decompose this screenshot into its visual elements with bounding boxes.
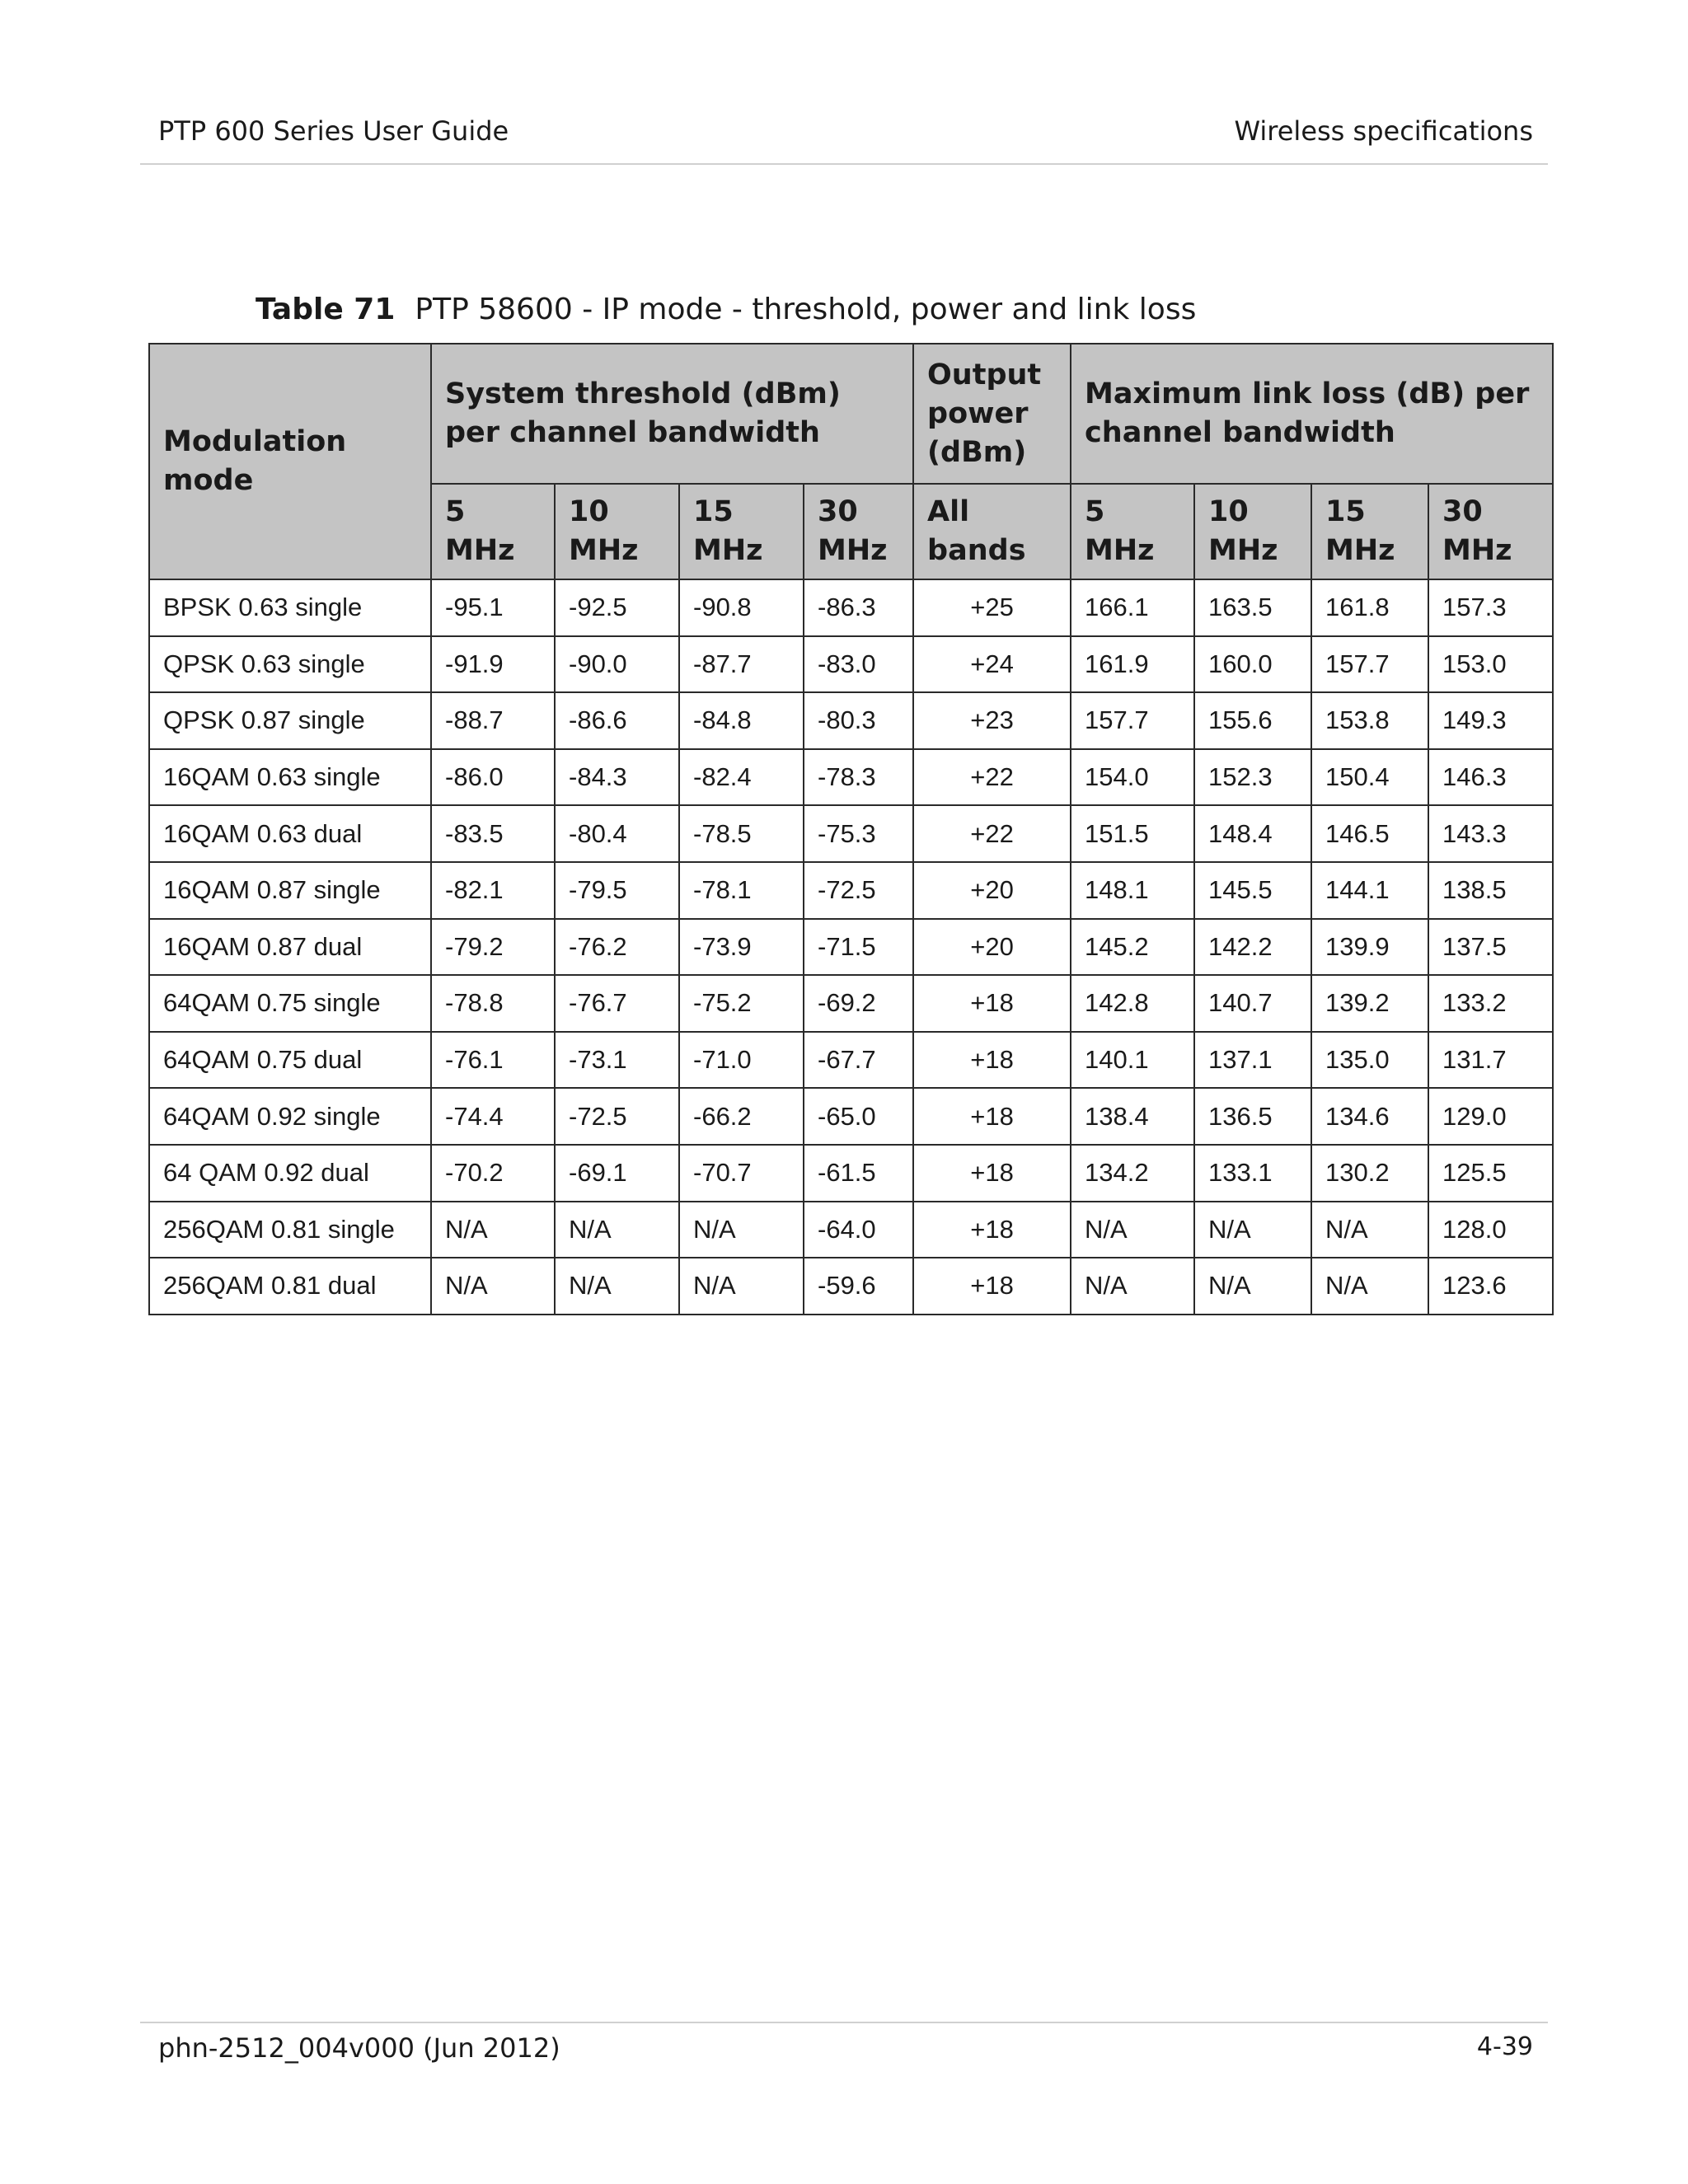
table-row	[149, 692, 1553, 749]
subheader-linkloss-5mhz	[1071, 484, 1194, 579]
cell-modulation: 16QAM 0.87 single	[149, 862, 431, 919]
cell-value: -64.0	[804, 1202, 913, 1258]
cell-value: N/A	[1311, 1202, 1428, 1258]
cell-value: 137.5	[1428, 919, 1553, 976]
table-row	[149, 579, 1553, 636]
cell-modulation: QPSK 0.63 single	[149, 636, 431, 693]
cell-value: -71.0	[679, 1032, 804, 1089]
subheader-value: 10	[1208, 495, 1249, 528]
cell-value: -70.2	[431, 1145, 555, 1202]
table-caption-label: Table 71	[256, 293, 396, 326]
cell-output-power: +18	[913, 1032, 1071, 1089]
subheader-value: 10	[569, 495, 609, 528]
cell-value: -75.2	[679, 975, 804, 1032]
table-row	[149, 1145, 1553, 1202]
cell-value: -75.3	[804, 805, 913, 862]
cell-value: 163.5	[1194, 579, 1311, 636]
cell-value: -86.3	[804, 579, 913, 636]
header-doc-title: PTP 600 Series User Guide	[158, 115, 509, 147]
col-header-modulation-mode: Modulation mode	[149, 344, 431, 579]
cell-value: 152.3	[1194, 749, 1311, 806]
table-caption	[256, 293, 1196, 326]
cell-value: 135.0	[1311, 1032, 1428, 1089]
cell-value: -76.2	[555, 919, 679, 976]
col-header-output-power: Output power (dBm)	[913, 344, 1071, 484]
cell-value: -69.1	[555, 1145, 679, 1202]
cell-value: 148.4	[1194, 805, 1311, 862]
cell-value: -80.3	[804, 692, 913, 749]
cell-output-power: +18	[913, 1202, 1071, 1258]
cell-value: -88.7	[431, 692, 555, 749]
cell-value: 145.5	[1194, 862, 1311, 919]
cell-value: N/A	[555, 1258, 679, 1315]
subheader-unit: bands	[927, 534, 1026, 567]
cell-value: -90.0	[555, 636, 679, 693]
cell-value: 155.6	[1194, 692, 1311, 749]
cell-value: N/A	[1071, 1258, 1194, 1315]
cell-value: 138.5	[1428, 862, 1553, 919]
table-row	[149, 636, 1553, 693]
cell-value: 123.6	[1428, 1258, 1553, 1315]
cell-value: -78.1	[679, 862, 804, 919]
cell-output-power: +25	[913, 579, 1071, 636]
cell-value: -73.1	[555, 1032, 679, 1089]
cell-value: 137.1	[1194, 1032, 1311, 1089]
cell-modulation: 256QAM 0.81 dual	[149, 1258, 431, 1315]
cell-modulation: 64QAM 0.75 dual	[149, 1032, 431, 1089]
cell-value: -79.2	[431, 919, 555, 976]
cell-modulation: 64QAM 0.75 single	[149, 975, 431, 1032]
cell-value: N/A	[679, 1202, 804, 1258]
subheader-value: 5	[1085, 495, 1105, 528]
cell-value: 138.4	[1071, 1088, 1194, 1145]
subheader-threshold-30mhz	[804, 484, 913, 579]
cell-modulation: 16QAM 0.87 dual	[149, 919, 431, 976]
cell-value: 140.1	[1071, 1032, 1194, 1089]
table-row	[149, 1258, 1553, 1315]
cell-value: 151.5	[1071, 805, 1194, 862]
col-header-system-threshold: System threshold (dBm) per channel bandwidth	[431, 344, 913, 484]
cell-value: -78.3	[804, 749, 913, 806]
cell-output-power: +18	[913, 1258, 1071, 1315]
cell-value: -84.8	[679, 692, 804, 749]
cell-value: -65.0	[804, 1088, 913, 1145]
cell-value: N/A	[555, 1202, 679, 1258]
cell-value: -87.7	[679, 636, 804, 693]
cell-value: 134.6	[1311, 1088, 1428, 1145]
cell-value: N/A	[431, 1202, 555, 1258]
cell-value: N/A	[1311, 1258, 1428, 1315]
cell-output-power: +20	[913, 919, 1071, 976]
cell-value: 148.1	[1071, 862, 1194, 919]
cell-value: -91.9	[431, 636, 555, 693]
cell-value: 145.2	[1071, 919, 1194, 976]
table-row	[149, 1088, 1553, 1145]
cell-value: -72.5	[804, 862, 913, 919]
footer-divider	[140, 2022, 1548, 2023]
cell-value: -70.7	[679, 1145, 804, 1202]
cell-output-power: +18	[913, 1088, 1071, 1145]
subheader-value: 15	[693, 495, 734, 528]
cell-value: 154.0	[1071, 749, 1194, 806]
table-row	[149, 805, 1553, 862]
footer-page-number: 4-39	[1476, 2032, 1533, 2061]
subheader-unit: MHz	[445, 534, 515, 567]
cell-value: 166.1	[1071, 579, 1194, 636]
cell-value: -74.4	[431, 1088, 555, 1145]
cell-value: 130.2	[1311, 1145, 1428, 1202]
cell-value: 149.3	[1428, 692, 1553, 749]
cell-value: 133.2	[1428, 975, 1553, 1032]
subheader-threshold-15mhz	[679, 484, 804, 579]
cell-value: -86.0	[431, 749, 555, 806]
cell-value: -67.7	[804, 1032, 913, 1089]
table-row	[149, 1202, 1553, 1258]
table-row	[149, 975, 1553, 1032]
cell-value: 125.5	[1428, 1145, 1553, 1202]
cell-value: 142.2	[1194, 919, 1311, 976]
cell-value: 128.0	[1428, 1202, 1553, 1258]
table-caption-title: PTP 58600 - IP mode - threshold, power and link loss	[415, 293, 1197, 326]
cell-value: -66.2	[679, 1088, 804, 1145]
cell-value: 134.2	[1071, 1145, 1194, 1202]
cell-modulation: 16QAM 0.63 dual	[149, 805, 431, 862]
cell-value: N/A	[431, 1258, 555, 1315]
page-header	[140, 114, 1548, 165]
cell-output-power: +20	[913, 862, 1071, 919]
cell-value: -73.9	[679, 919, 804, 976]
subheader-unit: MHz	[1442, 534, 1512, 567]
cell-value: -61.5	[804, 1145, 913, 1202]
cell-value: 139.2	[1311, 975, 1428, 1032]
subheader-threshold-5mhz	[431, 484, 555, 579]
table-row	[149, 1032, 1553, 1089]
cell-output-power: +22	[913, 805, 1071, 862]
cell-value: -71.5	[804, 919, 913, 976]
cell-value: -83.0	[804, 636, 913, 693]
subheader-value: 30	[818, 495, 858, 528]
cell-output-power: +18	[913, 975, 1071, 1032]
cell-value: 150.4	[1311, 749, 1428, 806]
table-row	[149, 862, 1553, 919]
cell-modulation: BPSK 0.63 single	[149, 579, 431, 636]
cell-value: 139.9	[1311, 919, 1428, 976]
threshold-power-linkloss-table	[148, 343, 1554, 1315]
cell-value: 143.3	[1428, 805, 1553, 862]
cell-value: 131.7	[1428, 1032, 1553, 1089]
cell-value: -78.5	[679, 805, 804, 862]
cell-value: 160.0	[1194, 636, 1311, 693]
cell-output-power: +23	[913, 692, 1071, 749]
cell-value: -76.1	[431, 1032, 555, 1089]
cell-value: -83.5	[431, 805, 555, 862]
cell-value: -92.5	[555, 579, 679, 636]
cell-value: N/A	[679, 1258, 804, 1315]
subheader-unit: MHz	[1085, 534, 1155, 567]
subheader-value: All	[927, 495, 970, 528]
subheader-value: 15	[1325, 495, 1366, 528]
cell-value: -76.7	[555, 975, 679, 1032]
cell-value: -84.3	[555, 749, 679, 806]
cell-value: -72.5	[555, 1088, 679, 1145]
cell-value: 144.1	[1311, 862, 1428, 919]
col-header-max-link-loss: Maximum link loss (dB) per channel bandwidth	[1071, 344, 1553, 484]
subheader-linkloss-15mhz	[1311, 484, 1428, 579]
subheader-output-all-bands	[913, 484, 1071, 579]
cell-value: 153.8	[1311, 692, 1428, 749]
cell-output-power: +22	[913, 749, 1071, 806]
cell-value: 140.7	[1194, 975, 1311, 1032]
cell-value: 157.7	[1071, 692, 1194, 749]
cell-value: 153.0	[1428, 636, 1553, 693]
subheader-value: 5	[445, 495, 466, 528]
cell-modulation: 64 QAM 0.92 dual	[149, 1145, 431, 1202]
cell-value: 161.9	[1071, 636, 1194, 693]
cell-modulation: 256QAM 0.81 single	[149, 1202, 431, 1258]
cell-modulation: QPSK 0.87 single	[149, 692, 431, 749]
cell-value: -79.5	[555, 862, 679, 919]
subheader-unit: MHz	[1325, 534, 1395, 567]
cell-value: -80.4	[555, 805, 679, 862]
cell-value: -95.1	[431, 579, 555, 636]
cell-value: N/A	[1194, 1258, 1311, 1315]
header-section-title: Wireless specifications	[1234, 115, 1533, 147]
cell-modulation: 16QAM 0.63 single	[149, 749, 431, 806]
cell-value: -86.6	[555, 692, 679, 749]
cell-value: 161.8	[1311, 579, 1428, 636]
cell-output-power: +24	[913, 636, 1071, 693]
cell-value: 142.8	[1071, 975, 1194, 1032]
subheader-value: 30	[1442, 495, 1483, 528]
subheader-unit: MHz	[693, 534, 763, 567]
cell-modulation: 64QAM 0.92 single	[149, 1088, 431, 1145]
cell-value: 146.3	[1428, 749, 1553, 806]
table-row	[149, 749, 1553, 806]
subheader-unit: MHz	[1208, 534, 1278, 567]
cell-value: -69.2	[804, 975, 913, 1032]
cell-value: -78.8	[431, 975, 555, 1032]
cell-value: N/A	[1071, 1202, 1194, 1258]
cell-value: N/A	[1194, 1202, 1311, 1258]
header-row-groups	[149, 344, 1553, 484]
cell-value: 133.1	[1194, 1145, 1311, 1202]
cell-value: 157.3	[1428, 579, 1553, 636]
cell-value: 136.5	[1194, 1088, 1311, 1145]
cell-value: 146.5	[1311, 805, 1428, 862]
subheader-unit: MHz	[569, 534, 639, 567]
cell-value: -90.8	[679, 579, 804, 636]
subheader-linkloss-10mhz	[1194, 484, 1311, 579]
cell-value: 157.7	[1311, 636, 1428, 693]
subheader-unit: MHz	[818, 534, 888, 567]
cell-value: -82.1	[431, 862, 555, 919]
subheader-linkloss-30mhz	[1428, 484, 1553, 579]
cell-value: 129.0	[1428, 1088, 1553, 1145]
cell-value: -59.6	[804, 1258, 913, 1315]
cell-output-power: +18	[913, 1145, 1071, 1202]
table-row	[149, 919, 1553, 976]
footer-doc-id: phn-2512_004v000 (Jun 2012)	[158, 2032, 560, 2064]
cell-value: -82.4	[679, 749, 804, 806]
subheader-threshold-10mhz	[555, 484, 679, 579]
